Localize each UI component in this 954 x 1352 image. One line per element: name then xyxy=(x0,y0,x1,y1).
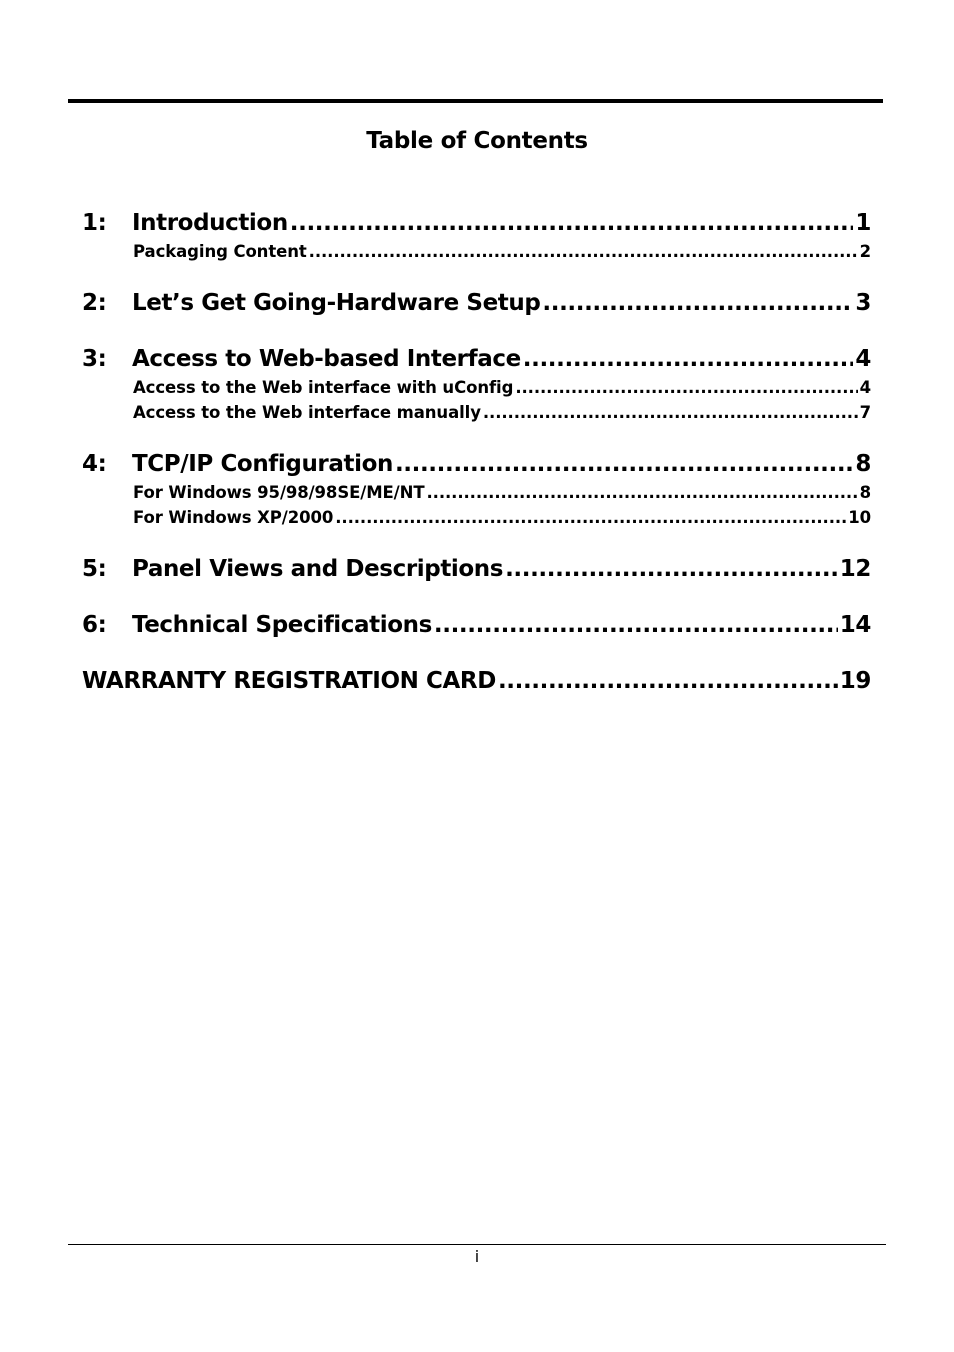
toc-subentry-windows-95[interactable] xyxy=(82,480,871,505)
toc-entry-title: Access to Web-based Interface xyxy=(132,346,521,372)
dot-leader xyxy=(434,609,838,641)
toc-entry-introduction[interactable] xyxy=(82,207,871,239)
toc-entry-number: 3: xyxy=(82,346,107,372)
toc-entry-warranty-registration-card[interactable] xyxy=(82,665,871,697)
dot-leader xyxy=(290,207,854,239)
dot-leader xyxy=(542,287,853,319)
toc-entry-page: 1 xyxy=(855,210,871,236)
toc-entry-number: 1: xyxy=(82,210,107,236)
dot-leader xyxy=(483,400,858,425)
toc-entry-title: Introduction xyxy=(132,210,288,236)
dot-leader xyxy=(498,665,838,697)
toc-entry-title: Technical Specifications xyxy=(132,612,432,638)
table-of-contents xyxy=(82,207,871,697)
page-title: Table of Contents xyxy=(366,128,588,154)
dot-leader xyxy=(426,480,857,505)
toc-entry-title: Let’s Get Going-Hardware Setup xyxy=(132,290,541,316)
toc-entry-tcpip-configuration[interactable] xyxy=(82,448,871,480)
toc-subentry-page: 7 xyxy=(859,403,871,422)
footer-rule xyxy=(68,1244,886,1245)
toc-entry-number: 4: xyxy=(82,451,107,477)
toc-entry-page: 4 xyxy=(855,346,871,372)
toc-subentry-page: 8 xyxy=(859,483,871,502)
toc-entry-page: 14 xyxy=(839,612,871,638)
toc-entry-number: 5: xyxy=(82,556,107,582)
page-number: i xyxy=(474,1247,480,1266)
dot-leader xyxy=(309,239,858,264)
toc-subentry-title: For Windows XP/2000 xyxy=(133,508,334,527)
toc-subentry-packaging-content[interactable] xyxy=(82,239,871,264)
toc-entry-number: 2: xyxy=(82,290,107,316)
dot-leader xyxy=(395,448,853,480)
toc-entry-hardware-setup[interactable] xyxy=(82,287,871,319)
toc-entry-number: 6: xyxy=(82,612,107,638)
dot-leader xyxy=(523,343,854,375)
toc-entry-web-interface[interactable] xyxy=(82,343,871,375)
dot-leader xyxy=(335,505,846,530)
toc-subentry-windows-xp[interactable] xyxy=(82,505,871,530)
toc-subentry-uconfig[interactable] xyxy=(82,375,871,400)
toc-entry-title: WARRANTY REGISTRATION CARD xyxy=(82,668,496,694)
toc-entry-page: 3 xyxy=(855,290,871,316)
dot-leader xyxy=(515,375,857,400)
toc-entry-panel-views[interactable] xyxy=(82,553,871,585)
toc-entry-page: 19 xyxy=(839,668,871,694)
toc-entry-page: 8 xyxy=(855,451,871,477)
toc-subentry-title: Access to the Web interface manually xyxy=(133,403,481,422)
toc-entry-page: 12 xyxy=(839,556,871,582)
toc-subentry-title: Packaging Content xyxy=(133,242,307,261)
toc-subentry-title: Access to the Web interface with uConfig xyxy=(133,378,514,397)
toc-subentry-page: 10 xyxy=(848,508,871,527)
toc-entry-technical-specifications[interactable] xyxy=(82,609,871,641)
toc-entry-title: TCP/IP Configuration xyxy=(132,451,393,477)
toc-subentry-page: 4 xyxy=(859,378,871,397)
toc-subentry-page: 2 xyxy=(859,242,871,261)
toc-subentry-manually[interactable] xyxy=(82,400,871,425)
toc-subentry-title: For Windows 95/98/98SE/ME/NT xyxy=(133,483,425,502)
toc-entry-title: Panel Views and Descriptions xyxy=(132,556,504,582)
header-rule xyxy=(68,99,883,103)
dot-leader xyxy=(505,553,838,585)
